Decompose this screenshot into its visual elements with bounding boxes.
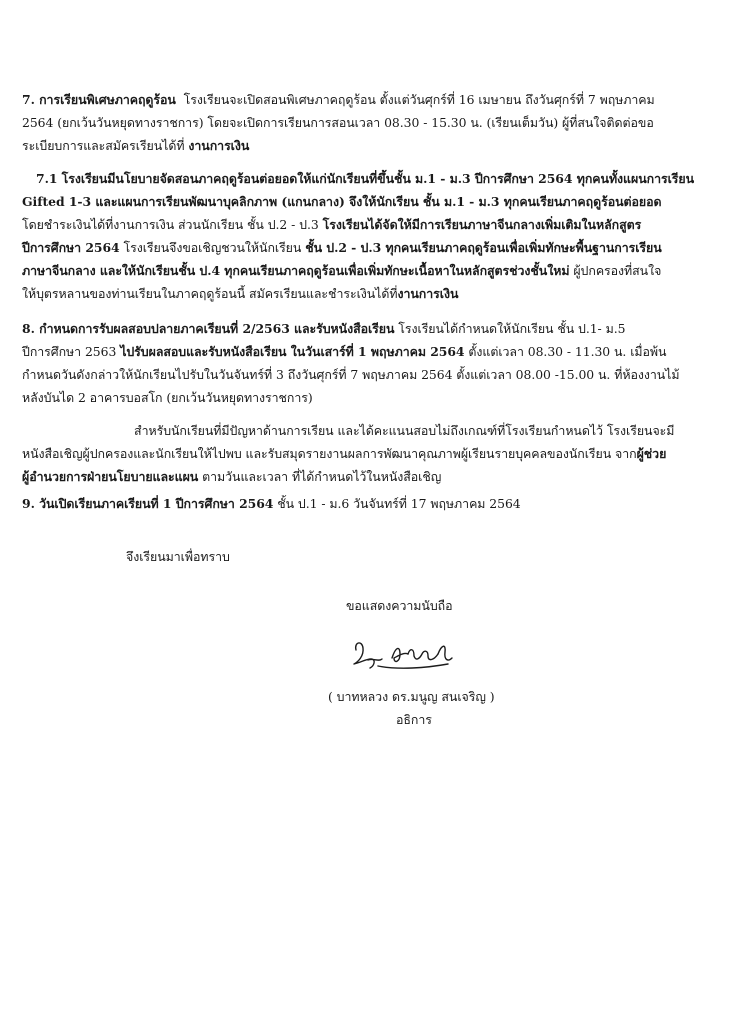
section-9-line	[22, 495, 521, 513]
section-8-heading: 8. กำหนดการรับผลสอบปลายภาคเรียนที่ 2/2563 และรับหนังสือเรียน	[22, 321, 395, 336]
section-8-line-4: หลังบันได 2 อาคารบอสโก (ยกเว้นวันหยุดทางราชการ)	[22, 390, 313, 405]
section-8-line-2	[22, 343, 666, 361]
section-7-line-1	[22, 91, 655, 109]
closing-regards: ขอแสดงความนับถือ	[346, 598, 453, 613]
section-8-line-2-text: ปีการศึกษา 2563	[22, 344, 121, 359]
section-7-1-academic-year: ปีการศึกษา 2564	[22, 240, 120, 255]
section-7-1-line-4-text: โรงเรียนจึงขอเชิญชวนให้นักเรียน	[119, 240, 306, 255]
section-7-1-line-6	[22, 285, 458, 303]
section-9-text: ชั้น ป.1 - ม.6 วันจันทร์ที่ 17 พฤษภาคม 2564	[273, 496, 521, 511]
section-8-pickup-date: ไปรับผลสอบและรับหนังสือเรียน ในวันเสาร์ที่ 1 พฤษภาคม 2564	[120, 344, 465, 359]
section-7-line-2: 2564 (ยกเว้นวันหยุดทางราชการ) โดยจะเปิดการเรียนการสอนเวลา 08.30 - 15.30 น. (เรียนเต็มวัน) ผู้ที่สนใจติดต่อขอ	[22, 115, 654, 130]
section-7-line-1-text: โรงเรียนจะเปิดสอนพิเศษภาคฤดูร้อน ตั้งแต่วันศุกร์ที่ 16 เมษายน ถึงวันศุกร์ที่ 7 พฤษภาคม	[183, 92, 655, 107]
section-8-para-2-line-3-text: ตามวันและเวลา ที่ได้กำหนดไว้ในหนังสือเชิญ	[198, 469, 442, 484]
section-8-line-1-text: โรงเรียนได้กำหนดให้นักเรียน ชั้น ป.1- ม.5	[394, 321, 626, 336]
section-7-1-finance-office: งานการเงิน	[397, 286, 459, 301]
section-7-1-line-5	[22, 262, 661, 280]
signature-image	[348, 632, 460, 676]
section-8-line-1	[22, 320, 625, 338]
section-7-1-line-4-bold: ชั้น ป.2 - ป.3 ทุกคนเรียนภาคฤดูร้อนเพื่อเพิ่มทักษะพื้นฐานการเรียน	[305, 240, 662, 255]
closing-inform: จึงเรียนมาเพื่อทราบ	[126, 549, 230, 564]
section-7-1-line-4	[22, 239, 662, 257]
section-9-heading: 9. วันเปิดเรียนภาคเรียนที่ 1 ปีการศึกษา 2564	[22, 496, 274, 511]
section-8-para-2-line-3	[22, 468, 441, 486]
section-8-policy-director: ผู้อำนวยการฝ่ายนโยบายและแผน	[22, 469, 199, 484]
section-8-para-2-line-2	[22, 445, 666, 463]
section-7-1-line-1: 7.1 โรงเรียนมีนโยบายจัดสอนภาคฤดูร้อนต่อยอดให้แก่นักเรียนที่ขึ้นชั้น ม.1 - ม.3 ปีการศึกษา 2564 ทุกคนทั้งแผนการเรียน	[36, 171, 695, 186]
section-7-line-3	[22, 137, 249, 155]
section-7-1-line-5-text: ผู้ปกครองที่สนใจ	[569, 263, 662, 278]
section-8-para-2-line-2-text: หนังสือเชิญผู้ปกครองและนักเรียนให้ไปพบ และรับสมุดรายงานผลการพัฒนาคุณภาพผู้เรียนรายบุคคลของนักเรียน จาก	[22, 446, 637, 461]
section-7-1-line-6-text: ให้บุตรหลานของท่านเรียนในภาคฤดูร้อนนี้ สมัครเรียนและชำระเงินได้ที่	[22, 286, 398, 301]
section-8-line-3: กำหนดวันดังกล่าวให้นักเรียนไปรับในวันจันทร์ที่ 3 ถึงวันศุกร์ที่ 7 พฤษภาคม 2564 ตั้งแต่เวลา 08.00 -15.00 น. ที่ห้องงานไม้	[22, 367, 680, 382]
section-7-1-line-3	[22, 216, 641, 234]
signer-name: ( บาทหลวง ดร.มนูญ สนเจริญ )	[328, 689, 495, 704]
section-7-line-3-text: ระเบียบการและสมัครเรียนได้ที่	[22, 138, 189, 153]
section-7-1-line-5-bold: ภาษาจีนกลาง และให้นักเรียนชั้น ป.4 ทุกคนเรียนภาคฤดูร้อนเพื่อเพิ่มทักษะเนื้อหาในหลักสูตรช่วงชั้นใหม่	[22, 263, 570, 278]
section-7-1-line-3-text: โดยชำระเงินได้ที่งานการเงิน ส่วนนักเรียน ชั้น ป.2 - ป.3	[22, 217, 323, 232]
section-7-1-line-3-bold: โรงเรียนได้จัดให้มีการเรียนภาษาจีนกลางเพิ่มเติมในหลักสูตร	[322, 217, 642, 232]
section-8-assistant: ผู้ช่วย	[636, 446, 667, 461]
section-7-1-line-2: Gifted 1-3 และแผนการเรียนพัฒนาบุคลิกภาพ (แกนกลาง) จึงให้นักเรียน ชั้น ม.1 - ม.3 ทุกคนเรียนภาคฤดูร้อนต่อยอด	[22, 194, 662, 209]
signer-title: อธิการ	[396, 712, 432, 727]
section-8-para-2-line-1: สำหรับนักเรียนที่มีปัญหาด้านการเรียน และได้คะแนนสอบไม่ถึงเกณฑ์ที่โรงเรียนกำหนดไว้ โรงเรียนจะมี	[134, 423, 675, 438]
section-7-heading: 7. การเรียนพิเศษภาคฤดูร้อน	[22, 92, 176, 107]
section-8-line-2-rest: ตั้งแต่เวลา 08.30 - 11.30 น. เมื่อพ้น	[464, 344, 667, 359]
section-7-finance-office: งานการเงิน	[188, 138, 250, 153]
